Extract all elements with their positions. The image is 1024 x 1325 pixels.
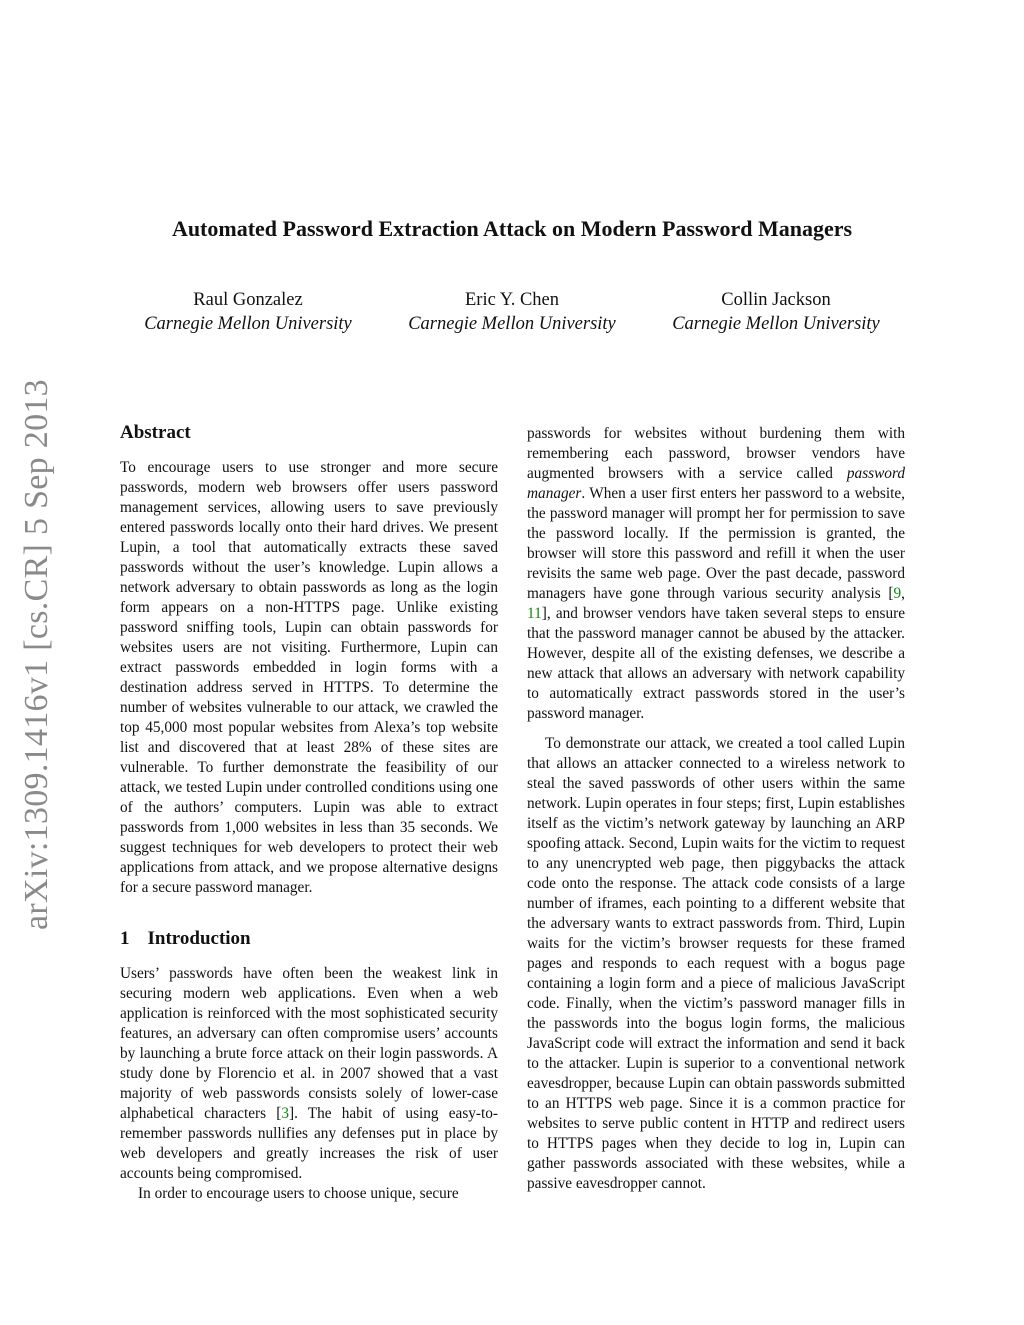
citation-link[interactable]: 9 [893,585,902,602]
body-text: , [901,585,905,602]
body-text: . When a user first enters her password to a website, the password manager will prompt her for permission to save the password locally. If the permission is granted, the browser will store this password and refill it when the user revisits the same web page. Over the past decade, password managers have gone through various security analysis [ [527,485,905,602]
citation-link[interactable]: 11 [527,605,542,622]
author-block [362,288,662,336]
citation-link[interactable]: 3 [281,1105,289,1122]
arxiv-identifier: arXiv:1309.1416v1 [cs.CR] 5 Sep 2013 [18,379,55,930]
left-column [120,422,498,1204]
author-name: Raul Gonzalez [193,290,303,310]
author-name: Eric Y. Chen [464,290,560,310]
intro-paragraph-2: In order to encourage users to choose unique, secure [138,1185,459,1202]
abstract-heading: Abstract [120,422,191,443]
author-affiliation: Carnegie Mellon University [672,314,880,334]
abstract-text: To encourage users to use stronger and more secure passwords, modern web browsers offer users password management services, allowing users to save previously entered passwords locally onto their hard drives. We present Lupin, a tool that automatically extracts these saved passwords without the user’s knowledge. Lupin allows a network adversary to obtain passwords as long as the login form appears on a non-HTTPS page. Unlike existing password sniffing tools, Lupin can obtain passwords for websites users are not visiting. Furthermore, Lupin can extract passwords embedded in login forms with a destination address served in HTTPS. To determine the number of websites vulnerable to our attack, we crawled the top 45,000 most popular websites from Alexa’s top website list and discovered that at least 28% of these sites are vulnerable. To further demonstrate the feasibility of our attack, we tested Lupin under controlled conditions using one of the authors’ computers. Lupin was able to extract passwords from 1,000 websites in less than 35 seconds. We suggest techniques for web developers to protect their web applications from attack, and we propose alternative designs for a secure password manager. [120,459,498,896]
author-name: Collin Jackson [721,290,831,310]
emphasis-term: password manager [527,465,905,502]
right-paragraph-1 [527,424,905,724]
intro-text: ]. The habit of using easy-to-remember passwords nullifies any defenses put in place by web developers and greatly increases the risk of user accounts being compromised. [120,1105,499,1182]
section-number: 1 [120,928,130,949]
section-title: Introduction [147,928,251,949]
paper-title: Automated Password Extraction Attack on Modern Password Managers [171,216,853,241]
author-affiliation: Carnegie Mellon University [144,314,352,334]
introduction-heading [120,928,498,950]
body-text: passwords for websites without burdening them with remembering each password, browser vendors have augmented browsers with a service called [527,425,905,482]
body-text: ], and browser vendors have taken several steps to ensure that the password manager cannot be abused by the attacker. However, despite all of the existing defenses, we describe a new attack that allows an adversary with network capability to automatically extract passwords stored in the user’s password manager. [527,605,905,722]
author-block [98,288,398,336]
right-paragraph-2: To demonstrate our attack, we created a tool called Lupin that allows an attacker connected to a wireless network to steal the saved passwords of other users within the same network. Lupin operates in four steps; first, Lupin establishes itself as the victim’s network gateway by launching an ARP spoofing attack. Second, Lupin waits for the victim to request to any unencrypted web page, then piggybacks the attack code onto the response. The attack code consists of a large number of iframes, each pointing to a different website that the adversary wants to extract passwords from. Third, Lupin waits for the victim’s browser requests for these framed pages and responds to each request with a bogus page containing a login form and a piece of malicious JavaScript code. Finally, when the victim’s password manager fills in the passwords into the bogus login forms, the malicious JavaScript code will extract the information and send it back to the attacker. Lupin is superior to a conventional network eavesdropper, because Lupin can obtain passwords submitted to an HTTPS web page. Since it is a common practice for websites to serve public content in HTTP and redirect users to HTTPS pages when they decide to log in, Lupin can gather passwords associated with these websites, while a passive eavesdropper cannot. [527,735,905,1192]
intro-paragraph-1 [120,964,498,1184]
right-column [527,424,905,1194]
author-affiliation: Carnegie Mellon University [408,314,616,334]
intro-text: Users’ passwords have often been the weakest link in securing modern web applications. Even when a web application is reinforced with the most sophisticated security features, an adversary can often compromise users’ accounts by launching a brute force attack on their login passwords. A study done by Florencio et al. in 2007 showed that a vast majority of web passwords consists solely of lower-case alphabetical characters [ [120,965,498,1122]
author-block [626,288,926,336]
